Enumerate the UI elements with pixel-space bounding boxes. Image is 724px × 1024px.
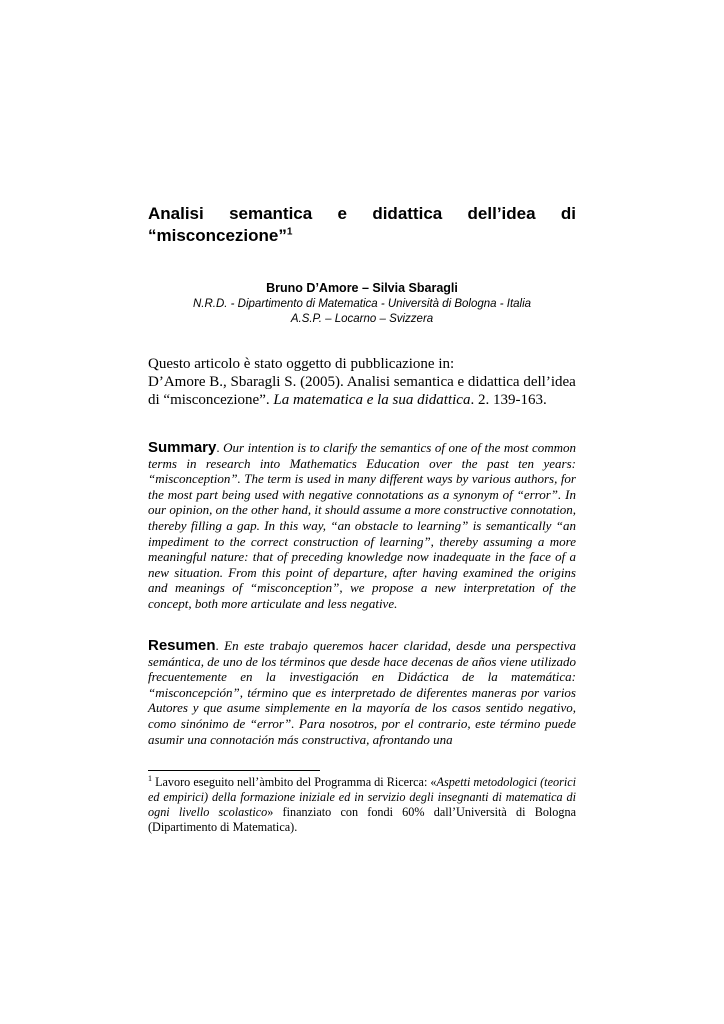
citation-start: D’Amore B., Sbaragli S. (2005). Analisi semantica e didattica dell’idea di “misconcezione”. <box>148 374 576 408</box>
journal-name: La matematica e la sua didattica <box>273 392 471 408</box>
title-word: didattica <box>372 204 443 223</box>
title-word: e <box>337 204 348 223</box>
title-word: “misconcezione” <box>148 226 287 245</box>
footnote-mark: 1 <box>148 773 152 783</box>
summary-text: Our intention is to clarify the semantics of one of the most common terms in research into Mathematics Education over the past ten years: “misconception”. The term is used in many different ways by various authors, for the most part being used with negative connotations as a synonym of “error”. In our opinion, on the other hand, it should assume a more constructive connotation, thereby filling a gap. In this way, “an obstacle to learning” is semantically “an impediment to the correct construction of learning”, thereby assuming a more meaningful nature: that of preceding knowledge now inadequate in the face of a new situation. From this point of departure, after having examined the origins and meanings of “misconception”, we propose a new interpretation of the concept, both more articulate and less negative. <box>148 440 577 611</box>
title-footnote-mark: 1 <box>286 226 293 238</box>
summary-label: Summary <box>148 439 217 456</box>
footnote-text-end: » finanziato con fondi 60% dall’Università di Bologna (Dipartimento di Matematica). <box>148 805 576 834</box>
footnote <box>148 775 576 835</box>
paper-title <box>148 203 576 247</box>
author-names: Bruno D’Amore – Silvia Sbaragli <box>266 281 458 295</box>
footnote-divider <box>148 770 320 771</box>
title-word: di <box>560 204 576 223</box>
resumen-paragraph: Resumen. En este trabajo queremos hacer claridad, desde una perspectiva semántica, de uno de los términos que desde hace decenas de años viene utilizado frecuentemente en la investigación en Didáctica de la matemática: “misconcepción”, término que es interpretado de diferentes maneras por varios Autores y que asume simplemente en la mayoría de los casos sentido negativo, como sinónimo de “error”. Para nosotros, por el contrario, este término puede asumir una connotación más constructiva, afrontando una <box>148 637 577 747</box>
author-block <box>148 280 576 327</box>
summary-paragraph: Summary. Our intention is to clarify the semantics of one of the most common terms in research into Mathematics Education over the past ten years: “misconception”. The term is used in many different ways by various authors, for the most part being used with negative connotations as a synonym of “error”. In our opinion, on the other hand, it should assume a more constructive connotation, thereby filling a gap. In this way, “an obstacle to learning” is semantically “an impediment to the correct construction of learning”, thereby assuming a more meaningful nature: that of preceding knowledge now inadequate in the face of a new situation. From this point of departure, after having examined the origins and meanings of “misconception”, we propose a new interpretation of the concept, both more articulate and less negative. <box>148 439 577 611</box>
publication-citation <box>148 373 576 409</box>
title-line-2 <box>148 225 576 247</box>
resumen-label: Resumen <box>148 637 216 654</box>
affiliation-1: N.R.D. - Dipartimento di Matematica - Università di Bologna - Italia <box>192 298 532 310</box>
title-line-1 <box>148 203 576 225</box>
publication-intro: Questo articolo è stato oggetto di pubblicazione in: <box>148 356 455 372</box>
title-word: semantica <box>229 204 313 223</box>
footnote-program-title: Aspetti metodologici (teorici ed empirici) della formazione iniziale ed in servizio degli insegnanti di matematica di ogni livello scolastico <box>148 775 576 819</box>
citation-end: . 2. 139-163. <box>470 392 547 408</box>
resumen-text: En este trabajo queremos hacer claridad, desde una perspectiva semántica, de uno de los términos que desde hace decenas de años viene utilizado frecuentemente en la investigación en Didáctica de la matemática: “misconcepción”, término que es interpretado de diferentes maneras por varios Autores y que asume simplemente en la mayoría de los casos sentido negativo, como sinónimo de “error”. Para nosotros, por el contrario, este término puede asumir una connotación más constructiva, afrontando una <box>148 638 577 747</box>
title-word: dell’idea <box>467 204 536 223</box>
publication-note <box>148 355 576 409</box>
footnote-text-start: Lavoro eseguito nell’àmbito del Programma di Ricerca: « <box>155 775 437 789</box>
title-word: Analisi <box>148 204 204 223</box>
affiliation-2: A.S.P. – Locarno – Svizzera <box>290 313 434 325</box>
